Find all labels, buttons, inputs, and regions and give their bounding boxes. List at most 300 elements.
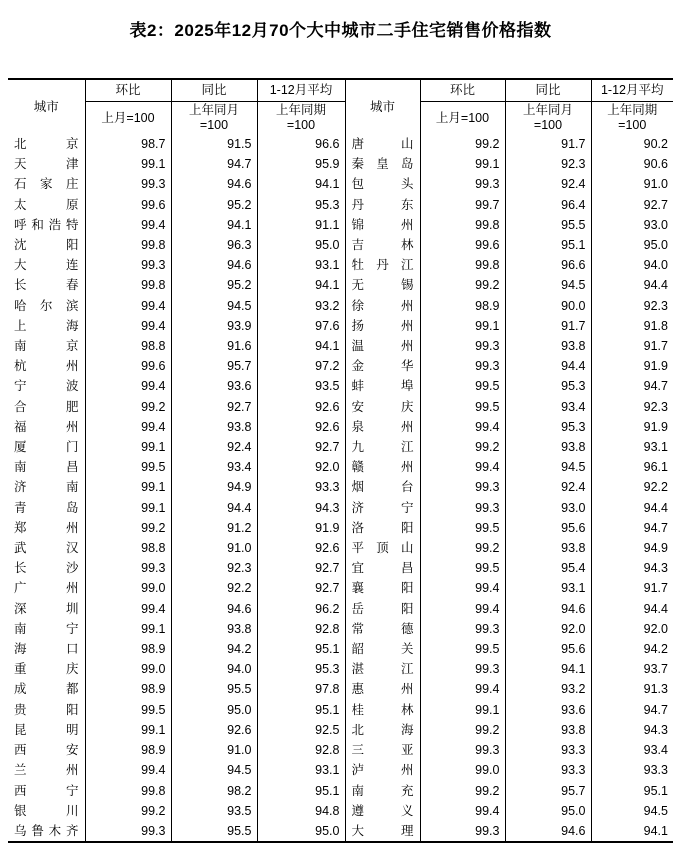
- table-row: [8, 821, 673, 842]
- avg-cell: 94.7: [591, 518, 673, 538]
- avg-cell: 94.1: [257, 336, 345, 356]
- mom-cell: 99.4: [85, 417, 171, 437]
- yoy-cell: 93.8: [171, 619, 257, 639]
- avg-cell: 95.1: [257, 781, 345, 801]
- mom-cell: 99.2: [85, 397, 171, 417]
- yoy-cell: 90.0: [505, 296, 591, 316]
- yoy-cell: 94.1: [171, 215, 257, 235]
- avg-cell: 95.0: [257, 821, 345, 842]
- avg-cell: 95.0: [591, 235, 673, 255]
- city-cell: 昆明: [14, 722, 79, 737]
- city-cell: 南京: [14, 339, 79, 354]
- avg-cell: 93.4: [591, 740, 673, 760]
- city-cell: 包头: [345, 174, 420, 194]
- mom-cell: 98.9: [85, 639, 171, 659]
- mom-cell: 99.3: [420, 356, 505, 376]
- city-cell: 深圳: [14, 601, 79, 616]
- city-cell: 无锡: [345, 275, 420, 295]
- city-cell: 上海: [14, 318, 79, 333]
- city-cell: 武汉: [14, 541, 79, 556]
- avg-cell: 95.9: [257, 154, 345, 174]
- city-cell: 长沙: [14, 561, 79, 576]
- mom-cell: 98.8: [85, 538, 171, 558]
- avg-cell: 97.8: [257, 679, 345, 699]
- mom-cell: 99.5: [420, 397, 505, 417]
- avg-cell: 97.6: [257, 316, 345, 336]
- city-cell: 襄阳: [345, 578, 420, 598]
- yoy-cell: 94.6: [505, 599, 591, 619]
- table-row: [8, 639, 673, 659]
- city-cell: 九江: [345, 437, 420, 457]
- yoy-cell: 96.4: [505, 195, 591, 215]
- table-row: [8, 781, 673, 801]
- yoy-cell: 95.7: [171, 356, 257, 376]
- table-row: [8, 316, 673, 336]
- table-row: [8, 195, 673, 215]
- avg-cell: 94.4: [591, 498, 673, 518]
- city-cell: 洛阳: [345, 518, 420, 538]
- avg-cell: 93.3: [257, 477, 345, 497]
- mom-cell: 99.2: [420, 720, 505, 740]
- header-mom-right: 环比: [420, 79, 505, 102]
- city-cell: 广州: [14, 581, 79, 596]
- city-cell: 银川: [14, 803, 79, 818]
- mom-cell: 99.3: [420, 821, 505, 842]
- mom-cell: 99.2: [420, 538, 505, 558]
- table-row: [8, 134, 673, 154]
- yoy-cell: 95.5: [505, 215, 591, 235]
- city-cell: 青岛: [14, 500, 79, 515]
- mom-cell: 99.1: [420, 316, 505, 336]
- avg-cell: 92.0: [257, 457, 345, 477]
- city-cell: 呼和浩特: [14, 217, 79, 232]
- table-row: [8, 498, 673, 518]
- avg-cell: 95.1: [591, 781, 673, 801]
- yoy-cell: 92.2: [171, 578, 257, 598]
- yoy-cell: 95.1: [505, 235, 591, 255]
- yoy-cell: 92.6: [171, 720, 257, 740]
- table-row: [8, 679, 673, 699]
- yoy-cell: 91.2: [171, 518, 257, 538]
- mom-cell: 99.1: [420, 700, 505, 720]
- yoy-cell: 93.2: [505, 679, 591, 699]
- yoy-cell: 98.2: [171, 781, 257, 801]
- avg-cell: 93.3: [591, 760, 673, 780]
- yoy-cell: 93.8: [505, 437, 591, 457]
- yoy-cell: 95.0: [171, 700, 257, 720]
- yoy-cell: 93.4: [171, 457, 257, 477]
- yoy-cell: 91.6: [171, 336, 257, 356]
- city-cell: 郑州: [14, 520, 79, 535]
- city-cell: 西安: [14, 743, 79, 758]
- table-row: [8, 801, 673, 821]
- mom-cell: 99.4: [420, 578, 505, 598]
- avg-cell: 94.7: [591, 700, 673, 720]
- table-row: [8, 659, 673, 679]
- avg-cell: 91.9: [591, 417, 673, 437]
- mom-cell: 99.3: [85, 821, 171, 842]
- mom-cell: 99.2: [420, 275, 505, 295]
- table-row: [8, 477, 673, 497]
- city-cell: 海口: [14, 642, 79, 657]
- city-cell: 丹东: [345, 195, 420, 215]
- yoy-cell: 91.7: [505, 134, 591, 154]
- mom-cell: 99.4: [420, 599, 505, 619]
- yoy-cell: 96.6: [505, 255, 591, 275]
- city-cell: 哈尔滨: [14, 298, 79, 313]
- yoy-cell: 91.0: [171, 740, 257, 760]
- mom-cell: 99.8: [85, 275, 171, 295]
- avg-cell: 94.8: [257, 801, 345, 821]
- table-row: [8, 255, 673, 275]
- yoy-cell: 93.5: [171, 801, 257, 821]
- mom-cell: 99.4: [85, 215, 171, 235]
- avg-cell: 94.1: [257, 174, 345, 194]
- avg-cell: 95.3: [257, 659, 345, 679]
- mom-cell: 98.8: [85, 336, 171, 356]
- city-cell: 泉州: [345, 417, 420, 437]
- avg-cell: 94.2: [591, 639, 673, 659]
- city-cell: 大理: [345, 821, 420, 842]
- mom-cell: 99.2: [85, 801, 171, 821]
- mom-cell: 99.4: [420, 417, 505, 437]
- city-cell: 重庆: [14, 662, 79, 677]
- yoy-cell: 92.7: [171, 397, 257, 417]
- mom-cell: 99.4: [420, 679, 505, 699]
- table-body: [8, 134, 673, 842]
- yoy-cell: 93.1: [505, 578, 591, 598]
- yoy-cell: 94.9: [171, 477, 257, 497]
- yoy-cell: 93.8: [505, 336, 591, 356]
- city-cell: 牡丹江: [345, 255, 420, 275]
- yoy-cell: 95.5: [171, 679, 257, 699]
- table-row: [8, 720, 673, 740]
- avg-cell: 97.2: [257, 356, 345, 376]
- avg-cell: 90.2: [591, 134, 673, 154]
- avg-cell: 92.7: [257, 578, 345, 598]
- mom-cell: 99.5: [85, 700, 171, 720]
- avg-cell: 92.0: [591, 619, 673, 639]
- mom-cell: 99.3: [85, 558, 171, 578]
- header-avg-right: 1-12月平均: [591, 79, 673, 102]
- yoy-cell: 94.6: [505, 821, 591, 842]
- city-cell: 南宁: [14, 621, 79, 636]
- table-row: [8, 619, 673, 639]
- avg-cell: 94.7: [591, 376, 673, 396]
- yoy-cell: 94.6: [171, 255, 257, 275]
- avg-cell: 91.7: [591, 336, 673, 356]
- yoy-cell: 95.3: [505, 376, 591, 396]
- city-cell: 杭州: [14, 359, 79, 374]
- avg-cell: 93.1: [591, 437, 673, 457]
- avg-cell: 91.1: [257, 215, 345, 235]
- table-row: [8, 376, 673, 396]
- city-cell: 北海: [345, 720, 420, 740]
- yoy-cell: 93.8: [505, 538, 591, 558]
- mom-cell: 99.3: [420, 498, 505, 518]
- avg-cell: 92.7: [257, 437, 345, 457]
- mom-cell: 99.3: [420, 336, 505, 356]
- yoy-cell: 95.3: [505, 417, 591, 437]
- avg-cell: 92.7: [591, 195, 673, 215]
- city-cell: 厦门: [14, 440, 79, 455]
- header-yoy-right: 同比: [505, 79, 591, 102]
- header-mom-base-left: 上月=100: [85, 102, 171, 135]
- avg-cell: 94.4: [591, 275, 673, 295]
- yoy-cell: 94.1: [505, 659, 591, 679]
- mom-cell: 99.1: [85, 477, 171, 497]
- yoy-cell: 95.6: [505, 639, 591, 659]
- mom-cell: 99.3: [85, 255, 171, 275]
- city-cell: 吉林: [345, 235, 420, 255]
- yoy-cell: 92.4: [171, 437, 257, 457]
- avg-cell: 90.6: [591, 154, 673, 174]
- mom-cell: 99.0: [420, 760, 505, 780]
- yoy-cell: 93.3: [505, 760, 591, 780]
- table-row: [8, 174, 673, 194]
- yoy-cell: 93.6: [505, 700, 591, 720]
- table-row: [8, 518, 673, 538]
- avg-cell: 96.6: [257, 134, 345, 154]
- header-yoy-base-right: 上年同月 =100: [505, 102, 591, 135]
- avg-cell: 95.0: [257, 235, 345, 255]
- city-cell: 南昌: [14, 460, 79, 475]
- yoy-cell: 95.2: [171, 275, 257, 295]
- avg-cell: 91.0: [591, 174, 673, 194]
- mom-cell: 98.9: [85, 679, 171, 699]
- yoy-cell: 93.4: [505, 397, 591, 417]
- page-title: 表2：2025年12月70个大中城市二手住宅销售价格指数: [129, 21, 552, 40]
- yoy-cell: 94.6: [171, 599, 257, 619]
- city-cell: 烟台: [345, 477, 420, 497]
- city-cell: 贵阳: [14, 702, 79, 717]
- yoy-cell: 91.0: [171, 538, 257, 558]
- avg-cell: 92.5: [257, 720, 345, 740]
- mom-cell: 99.3: [420, 740, 505, 760]
- avg-cell: 93.2: [257, 296, 345, 316]
- yoy-cell: 94.2: [171, 639, 257, 659]
- yoy-cell: 92.4: [505, 174, 591, 194]
- avg-cell: 93.1: [257, 760, 345, 780]
- yoy-cell: 93.9: [171, 316, 257, 336]
- mom-cell: 99.1: [85, 720, 171, 740]
- mom-cell: 99.1: [420, 154, 505, 174]
- avg-cell: 92.8: [257, 740, 345, 760]
- mom-cell: 99.8: [85, 235, 171, 255]
- yoy-cell: 94.4: [171, 498, 257, 518]
- city-cell: 扬州: [345, 316, 420, 336]
- table-row: [8, 235, 673, 255]
- mom-cell: 99.6: [85, 356, 171, 376]
- mom-cell: 99.3: [420, 659, 505, 679]
- avg-cell: 93.1: [257, 255, 345, 275]
- city-cell: 成都: [14, 682, 79, 697]
- city-cell: 济宁: [345, 498, 420, 518]
- yoy-cell: 92.3: [505, 154, 591, 174]
- city-cell: 惠州: [345, 679, 420, 699]
- mom-cell: 99.1: [85, 437, 171, 457]
- city-cell: 长春: [14, 278, 79, 293]
- yoy-cell: 95.0: [505, 801, 591, 821]
- mom-cell: 99.2: [420, 781, 505, 801]
- table-row: [8, 275, 673, 295]
- city-cell: 泸州: [345, 760, 420, 780]
- header-mom-left: 环比: [85, 79, 171, 102]
- avg-cell: 96.1: [591, 457, 673, 477]
- avg-cell: 94.1: [591, 821, 673, 842]
- city-cell: 合肥: [14, 399, 79, 414]
- avg-cell: 95.1: [257, 639, 345, 659]
- price-index-table: [8, 78, 673, 843]
- city-cell: 秦皇岛: [345, 154, 420, 174]
- header-avg-base-right: 上年同期 =100: [591, 102, 673, 135]
- mom-cell: 99.8: [85, 781, 171, 801]
- avg-cell: 96.2: [257, 599, 345, 619]
- table-row: [8, 356, 673, 376]
- mom-cell: 99.2: [420, 437, 505, 457]
- city-cell: 福州: [14, 419, 79, 434]
- table-row: [8, 215, 673, 235]
- mom-cell: 99.0: [85, 659, 171, 679]
- city-cell: 湛江: [345, 659, 420, 679]
- mom-cell: 99.5: [420, 639, 505, 659]
- mom-cell: 98.7: [85, 134, 171, 154]
- header-yoy-base-left: 上年同月 =100: [171, 102, 257, 135]
- yoy-cell: 95.5: [171, 821, 257, 842]
- city-cell: 蚌埠: [345, 376, 420, 396]
- avg-cell: 93.5: [257, 376, 345, 396]
- city-cell: 金华: [345, 356, 420, 376]
- city-cell: 南充: [345, 781, 420, 801]
- yoy-cell: 94.0: [171, 659, 257, 679]
- mom-cell: 99.7: [420, 195, 505, 215]
- header-avg-base-left: 上年同期 =100: [257, 102, 345, 135]
- mom-cell: 99.4: [420, 801, 505, 821]
- city-cell: 唐山: [345, 134, 420, 154]
- yoy-cell: 93.3: [505, 740, 591, 760]
- city-cell: 太原: [14, 197, 79, 212]
- avg-cell: 94.3: [257, 498, 345, 518]
- mom-cell: 99.6: [420, 235, 505, 255]
- table-row: [8, 558, 673, 578]
- yoy-cell: 91.7: [505, 316, 591, 336]
- city-cell: 岳阳: [345, 599, 420, 619]
- city-cell: 安庆: [345, 397, 420, 417]
- yoy-cell: 94.5: [171, 296, 257, 316]
- yoy-cell: 95.6: [505, 518, 591, 538]
- mom-cell: 99.2: [85, 518, 171, 538]
- mom-cell: 99.3: [420, 477, 505, 497]
- city-cell: 西宁: [14, 783, 79, 798]
- table-header: [8, 79, 673, 134]
- avg-cell: 93.0: [591, 215, 673, 235]
- header-city-right: 城市: [345, 79, 420, 134]
- avg-cell: 94.1: [257, 275, 345, 295]
- avg-cell: 94.4: [591, 599, 673, 619]
- avg-cell: 92.3: [591, 397, 673, 417]
- mom-cell: 99.2: [420, 134, 505, 154]
- header-yoy-left: 同比: [171, 79, 257, 102]
- yoy-cell: 93.8: [505, 720, 591, 740]
- header-mom-base-right: 上月=100: [420, 102, 505, 135]
- table-row: [8, 700, 673, 720]
- yoy-cell: 95.2: [171, 195, 257, 215]
- table-row: [8, 538, 673, 558]
- mom-cell: 99.5: [420, 558, 505, 578]
- avg-cell: 93.7: [591, 659, 673, 679]
- yoy-cell: 94.6: [171, 174, 257, 194]
- mom-cell: 99.4: [85, 296, 171, 316]
- city-cell: 天津: [14, 157, 79, 172]
- city-cell: 韶关: [345, 639, 420, 659]
- city-cell: 宜昌: [345, 558, 420, 578]
- city-cell: 赣州: [345, 457, 420, 477]
- avg-cell: 92.2: [591, 477, 673, 497]
- city-cell: 温州: [345, 336, 420, 356]
- city-cell: 常德: [345, 619, 420, 639]
- mom-cell: 99.5: [85, 457, 171, 477]
- city-cell: 锦州: [345, 215, 420, 235]
- avg-cell: 94.0: [591, 255, 673, 275]
- yoy-cell: 95.4: [505, 558, 591, 578]
- city-cell: 三亚: [345, 740, 420, 760]
- city-cell: 遵义: [345, 801, 420, 821]
- mom-cell: 99.1: [85, 498, 171, 518]
- mom-cell: 99.3: [420, 174, 505, 194]
- avg-cell: 92.8: [257, 619, 345, 639]
- header-city-left: 城市: [33, 99, 59, 114]
- mom-cell: 99.4: [85, 599, 171, 619]
- yoy-cell: 95.7: [505, 781, 591, 801]
- table-row: [8, 437, 673, 457]
- mom-cell: 99.3: [420, 619, 505, 639]
- city-cell: 济南: [14, 480, 79, 495]
- mom-cell: 98.9: [420, 296, 505, 316]
- mom-cell: 99.8: [420, 255, 505, 275]
- table-row: [8, 397, 673, 417]
- mom-cell: 99.5: [420, 376, 505, 396]
- table-row: [8, 578, 673, 598]
- yoy-cell: 94.5: [505, 457, 591, 477]
- yoy-cell: 93.8: [171, 417, 257, 437]
- yoy-cell: 94.7: [171, 154, 257, 174]
- mom-cell: 99.1: [85, 154, 171, 174]
- yoy-cell: 94.5: [505, 275, 591, 295]
- mom-cell: 99.1: [85, 619, 171, 639]
- avg-cell: 91.9: [257, 518, 345, 538]
- mom-cell: 99.0: [85, 578, 171, 598]
- avg-cell: 91.7: [591, 578, 673, 598]
- avg-cell: 91.9: [591, 356, 673, 376]
- city-cell: 徐州: [345, 296, 420, 316]
- table-row: [8, 740, 673, 760]
- mom-cell: 99.4: [85, 760, 171, 780]
- mom-cell: 99.4: [85, 376, 171, 396]
- yoy-cell: 93.6: [171, 376, 257, 396]
- mom-cell: 99.6: [85, 195, 171, 215]
- avg-cell: 92.6: [257, 397, 345, 417]
- yoy-cell: 92.3: [171, 558, 257, 578]
- mom-cell: 99.8: [420, 215, 505, 235]
- mom-cell: 98.9: [85, 740, 171, 760]
- table-row: [8, 296, 673, 316]
- mom-cell: 99.4: [420, 457, 505, 477]
- yoy-cell: 91.5: [171, 134, 257, 154]
- city-cell: 大连: [14, 258, 79, 273]
- yoy-cell: 92.4: [505, 477, 591, 497]
- yoy-cell: 94.4: [505, 356, 591, 376]
- city-cell: 桂林: [345, 700, 420, 720]
